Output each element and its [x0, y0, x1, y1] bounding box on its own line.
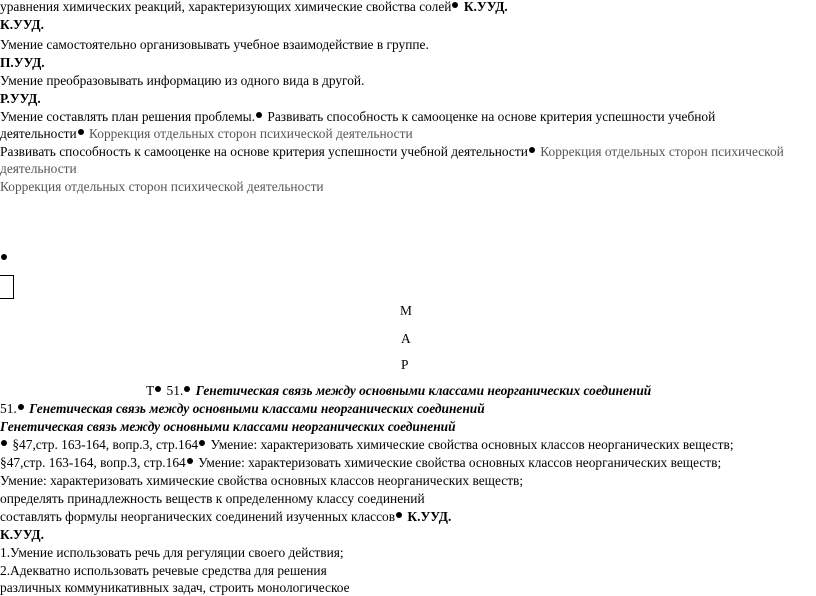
bullet-icon [18, 404, 24, 410]
topic-number: 51. [166, 383, 184, 398]
bullet-icon [529, 147, 535, 153]
line-text: Умение составлять план решения проблемы. [0, 109, 256, 124]
line-text: Умение: характеризовать химические свойства основных классов неорганических веществ; [198, 455, 722, 470]
r-line-4: деятельности [0, 161, 77, 176]
r-line-5: Коррекция отдельных сторон психической деятельности [0, 179, 324, 194]
line-text: деятельности [0, 126, 77, 141]
heading-inline: К.УУД. [407, 509, 452, 524]
r-heading: Р.УУД. [0, 91, 41, 106]
standalone-bullet [0, 250, 9, 267]
bullet-icon [452, 2, 458, 8]
k2-heading: К.УУД. [0, 527, 44, 542]
k2-line-2: 2.Адекватно использовать речевые средства для решения [0, 563, 327, 578]
bullet-icon [155, 386, 161, 392]
line-text: Коррекция отдельных сторон психической деятельности [89, 126, 413, 141]
bullet-icon [184, 386, 190, 392]
text-line-1 [0, 0, 508, 15]
vertical-letter-m: М [400, 303, 412, 318]
p-heading: П.УУД. [0, 55, 45, 70]
homework-line-3: Умение: характеризовать химические свойства основных классов неорганических веществ; [0, 473, 524, 488]
bullet-icon [1, 254, 7, 260]
vertical-letter-r: Р [401, 357, 409, 372]
line-text: Развивать способность к самооценке на основе критерия успешности учебной деятельности [0, 144, 528, 159]
heading-inline: К.УУД. [463, 0, 508, 14]
line-text: уравнения химических реакций, характеризующих химические свойства солей [0, 0, 452, 14]
line-text: Умение: характеризовать химические свойства основных классов неорганических веществ; [210, 437, 734, 452]
topic-line-2 [0, 400, 485, 417]
topic-title-line [146, 382, 651, 399]
homework-line-2 [0, 454, 721, 471]
bullet-icon [199, 440, 205, 446]
line-text: Развивать способность к самооценке на основе критерия успешности учебной [267, 109, 716, 124]
homework-line-5 [0, 508, 451, 525]
r-line-2 [0, 125, 413, 142]
line-text: §47,стр. 163-164, вопр.3, стр.164 [0, 455, 186, 470]
r-line-1 [0, 108, 715, 125]
k-text: Умение самостоятельно организовывать учебное взаимодействие в группе. [0, 37, 429, 52]
r-line-3 [0, 143, 784, 160]
topic-title: Генетическая связь между основными классами неорганических соединений [195, 383, 652, 398]
topic-number: 51. [0, 401, 17, 416]
line-text: §47,стр. 163-164, вопр.3, стр.164 [12, 437, 199, 452]
topic-title: Генетическая связь между основными классами неорганических соединений [29, 401, 485, 416]
homework-line-1 [0, 436, 734, 453]
vertical-letter-a: А [401, 331, 411, 346]
bullet-icon [256, 112, 262, 118]
bullet-icon [78, 129, 84, 135]
topic-line-3: Генетическая связь между основными классами неорганических соединений [0, 419, 456, 434]
topic-letter: Т [146, 383, 155, 398]
k2-line-3: различных коммуникативных задач, строить монологическое [0, 580, 350, 595]
homework-line-4: определять принадлежность веществ к определенному классу соединений [0, 491, 425, 506]
bullet-icon [396, 512, 402, 518]
k2-line-1: 1.Умение использовать речь для регуляции своего действия; [0, 545, 344, 560]
empty-box [0, 275, 14, 299]
bullet-icon [187, 458, 193, 464]
bullet-icon [1, 440, 7, 446]
k-heading: К.УУД. [0, 17, 44, 32]
p-text: Умение преобразовывать информацию из одного вида в другой. [0, 73, 365, 88]
line-text: составлять формулы неорганических соединений изученных классов [0, 509, 396, 524]
line-text: Коррекция отдельных сторон психической [540, 144, 784, 159]
